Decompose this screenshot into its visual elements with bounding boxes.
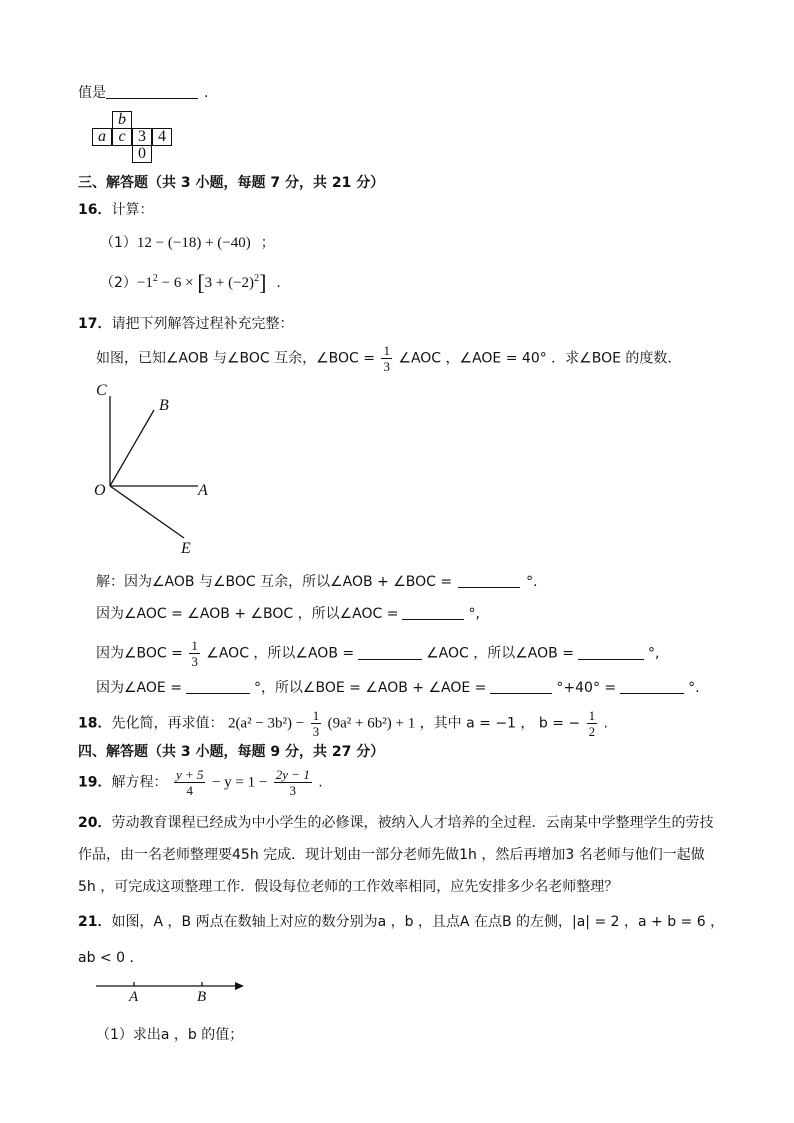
q17-solution-4: 因为∠AOE = °，所以∠BOE = ∠AOB + ∠AOE = °+40° = °. bbox=[96, 680, 700, 696]
label-B: B bbox=[159, 397, 169, 414]
fraction: $\frac{1}{2}$ bbox=[588, 708, 596, 739]
fraction: $\frac{y + 5}{4}$ bbox=[175, 767, 204, 798]
q16-stem: 16．计算： bbox=[78, 202, 154, 218]
q21-line1: 21．如图，A ，B 两点在数轴上对应的数分别为a ，b ，且点A 在点B 的左侧，|a| = 2 ，a + b = 6 ， bbox=[78, 914, 725, 930]
q17-stem: 17．请把下列解答过程补充完整： bbox=[78, 316, 294, 332]
fraction: $\frac{1}{3}$ bbox=[312, 708, 320, 739]
axis-label-B: B bbox=[197, 989, 207, 1005]
net-cell-4: 4 bbox=[152, 128, 172, 146]
section4-header: 四、解答题（共 3 小题，每题 9 分，共 27 分） bbox=[78, 744, 385, 760]
net-cell-3: 3 bbox=[132, 128, 152, 146]
section3-header: 三、解答题（共 3 小题，每题 7 分，共 21 分） bbox=[78, 175, 385, 191]
net-cell-a: a bbox=[92, 128, 112, 146]
number-line bbox=[94, 978, 246, 994]
label-E: E bbox=[181, 540, 191, 557]
fraction: $\frac{2y - 1}{3}$ bbox=[275, 767, 310, 798]
angle-figure bbox=[88, 380, 218, 560]
q16-part2: $(2)-1^2 - 6 \times [3 + (-2)^2]$ . bbox=[100, 270, 281, 295]
q16-part1: （1）12 − (−18) + (−40) ； bbox=[100, 235, 275, 251]
net-cell-b: b bbox=[112, 111, 132, 129]
q20-line2: 作品，由一名老师整理要45h 完成．现计划由一部分老师先做1h ，然后再增加3 名老师与他们一起做 bbox=[78, 847, 705, 863]
ray-OB bbox=[110, 410, 154, 486]
q20-line1: 20．劳动教育课程已经成为中小学生的必修课，被纳入人才培养的全过程．云南某中学整理学生的劳技 bbox=[78, 815, 714, 831]
net-cell-c: c bbox=[112, 128, 132, 146]
ray-OE bbox=[110, 486, 184, 538]
q21-line2: ab < 0 ． bbox=[78, 950, 144, 966]
q19: 19．解方程： $\frac{y + 5}{4}$ − y = 1 − $\frac{2y - 1}{3}$ . bbox=[78, 767, 323, 798]
fraction: $\frac{1}{3}$ bbox=[383, 343, 390, 374]
label-A: A bbox=[198, 482, 208, 499]
axis-label-A: A bbox=[129, 989, 139, 1005]
q17-solution-3: 因为∠BOC = $\frac{1}{3}$ ∠AOC ，所以∠AOB = ∠AOC ，所以∠AOB = °, bbox=[96, 638, 660, 669]
arrow-icon bbox=[235, 982, 244, 990]
fraction: $\frac{1}{3}$ bbox=[191, 638, 198, 669]
prev-question-tail: 值是 . bbox=[78, 85, 209, 101]
label-C: C bbox=[96, 382, 107, 399]
label-O: O bbox=[94, 482, 106, 499]
q17-solution-1: 解：因为∠AOB 与∠BOC 互余，所以∠AOB + ∠BOC = °. bbox=[96, 574, 538, 590]
net-cell-0: 0 bbox=[132, 145, 152, 163]
q17-given: 如图，已知∠AOB 与∠BOC 互余，∠BOC = $\frac{1}{3}$ ∠AOC ，∠AOE = 40° ．求∠BOE 的度数． bbox=[96, 343, 682, 374]
q20-line3: 5h ，可完成这项整理工作．假设每位老师的工作效率相同，应先安排多少名老师整理？ bbox=[78, 879, 619, 895]
answer-blank bbox=[106, 84, 198, 99]
q18: 18．先化简，再求值： 2(a² − 3b²) − $\frac{1}{3}$ (9a² + 6b²) + 1 ，其中 a = −1 ， b = − $\frac{1}{2}$ . bbox=[78, 708, 608, 739]
q17-solution-2: 因为∠AOC = ∠AOB + ∠BOC ，所以∠AOC = °, bbox=[96, 606, 480, 622]
q21-part1: （1）求出a ，b 的值； bbox=[96, 1027, 244, 1043]
